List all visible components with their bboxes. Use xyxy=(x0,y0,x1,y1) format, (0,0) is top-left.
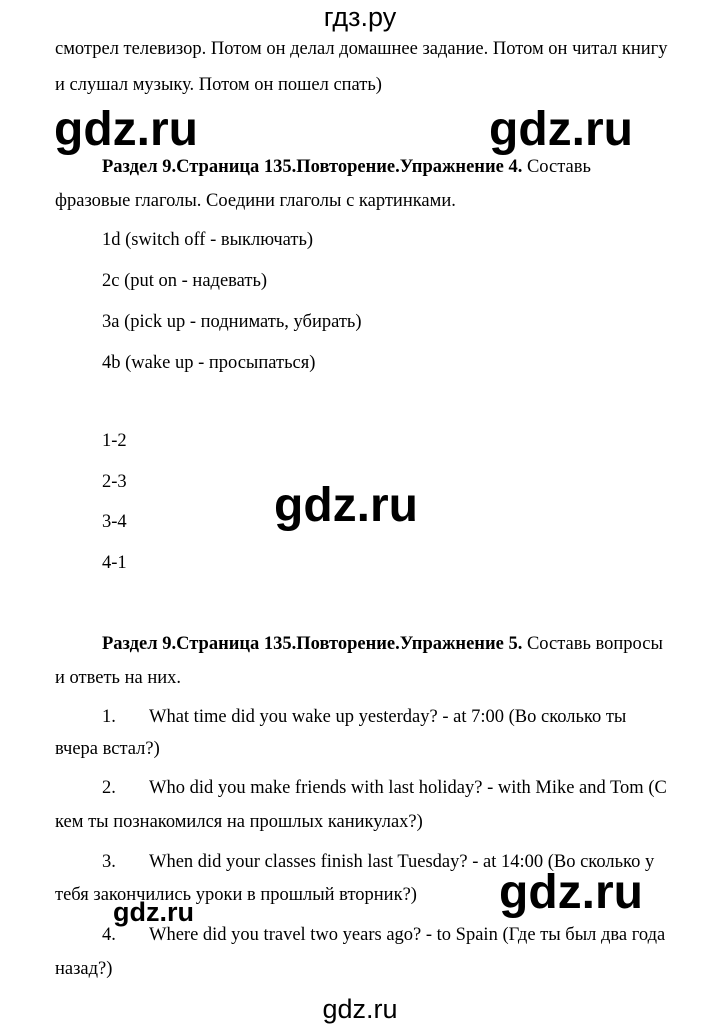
exercise5-heading-rest: Составь вопросы xyxy=(522,634,663,654)
exercise5-item-number: 2. xyxy=(102,778,116,798)
exercise4-pair: 4-1 xyxy=(102,553,127,573)
exercise4-pair: 3-4 xyxy=(102,512,127,532)
exercise5-item-number: 1. xyxy=(102,707,116,727)
exercise4-heading-bold: Раздел 9.Страница 135.Повторение.Упражнение 4. xyxy=(102,157,523,177)
exercise5-item-line-1: Where did you travel two years ago? - to Spain (Где ты был два года xyxy=(149,925,666,945)
exercise4-pair: 2-3 xyxy=(102,472,127,492)
watermark: gdz.ru xyxy=(499,866,643,919)
exercise5-heading-bold: Раздел 9.Страница 135.Повторение.Упражнение 5. xyxy=(102,634,523,654)
intro-line-1: смотрел телевизор. Потом он делал домашнее задание. Потом он читал книгу xyxy=(55,39,668,59)
exercise5-item-line-2: вчера встал?) xyxy=(55,739,160,759)
watermark: gdz.ru xyxy=(274,479,418,532)
watermark: gdz.ru xyxy=(489,103,633,156)
site-header-title: гдз.ру xyxy=(323,2,397,32)
exercise4-heading-rest: Составь xyxy=(522,157,591,177)
exercise5-item-line-1: What time did you wake up yesterday? - at 7:00 (Во сколько ты xyxy=(149,707,627,727)
exercise5-item-line-2: кем ты познакомился на прошлых каникулах?) xyxy=(55,812,423,832)
exercise4-pair: 1-2 xyxy=(102,431,127,451)
exercise5-item-line-2: назад?) xyxy=(55,959,113,979)
exercise4-answer: 3a (pick up - поднимать, убирать) xyxy=(102,312,362,332)
exercise4-heading xyxy=(102,156,591,178)
exercise4-answer: 4b (wake up - просыпаться) xyxy=(102,353,316,373)
exercise5-item-number: 3. xyxy=(102,852,116,872)
exercise5-item-line-1: When did your classes finish last Tuesday? - at 14:00 (Во сколько у xyxy=(149,852,655,872)
exercise4-answer: 2c (put on - надевать) xyxy=(102,271,268,291)
exercise5-item-line-2: тебя закончились уроки в прошлый вторник?) xyxy=(55,885,417,905)
watermark-footer: gdz.ru xyxy=(322,994,398,1024)
exercise4-answer: 1d (switch off - выключать) xyxy=(102,230,314,250)
intro-line-2: и слушал музыку. Потом он пошел спать) xyxy=(55,75,382,95)
exercise4-task: фразовые глаголы. Соедини глаголы с картинками. xyxy=(55,191,456,211)
exercise5-item-number: 4. xyxy=(102,925,116,945)
watermark: gdz.ru xyxy=(54,103,198,156)
exercise5-task: и ответь на них. xyxy=(55,668,182,688)
watermark: gdz.ru xyxy=(113,897,194,927)
exercise5-item-line-1: Who did you make friends with last holiday? - with Mike and Tom (С xyxy=(149,778,667,798)
exercise5-heading xyxy=(102,633,663,655)
